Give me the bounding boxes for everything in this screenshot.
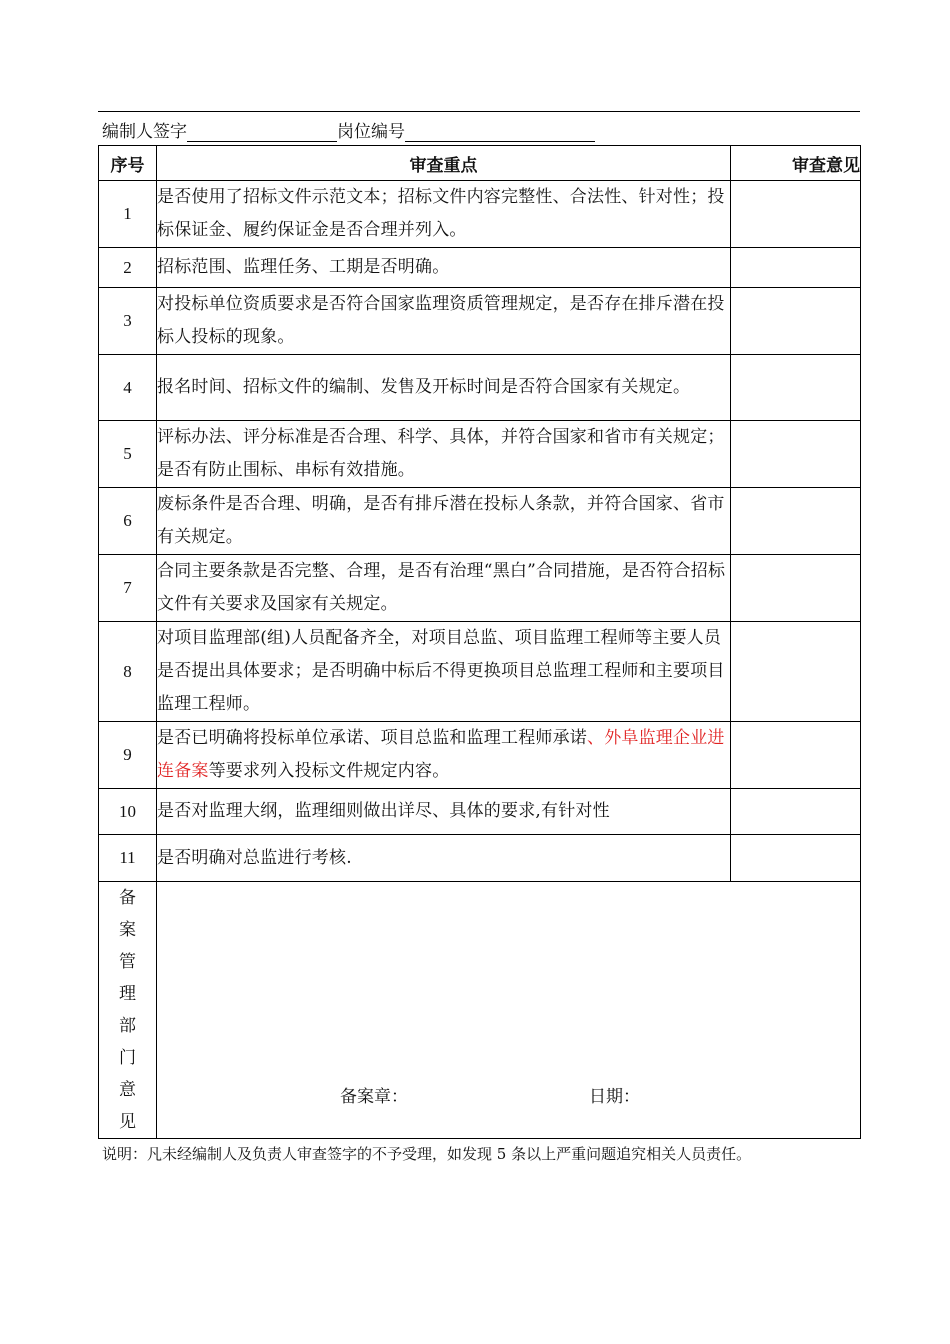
table-row <box>99 835 861 882</box>
filing-opinion-area[interactable] <box>157 882 861 1139</box>
opinion-cell[interactable] <box>731 181 861 248</box>
row-text: 对项目监理部(组)人员配备齐全，对项目总监、项目监理工程师等主要人员是否提出具体要求；是否明确中标后不得更换项目总监理工程师和主要项目监理工程师。 <box>157 622 731 722</box>
label-char: 备 <box>119 888 136 908</box>
column-header-opinion: 审查意见 <box>731 146 861 181</box>
signer-label: 编制人签字 <box>102 122 187 142</box>
table-row <box>99 722 861 789</box>
footnote: 说明：凡未经编制人及负责人审查签字的不予受理，如发现 5 条以上严重问题追究相关人员责任。 <box>102 1145 752 1163</box>
row-index: 7 <box>99 555 157 622</box>
row-index: 11 <box>99 835 157 882</box>
row-text: 合同主要条款是否完整、合理，是否有治理“黑白”合同措施，是否符合招标文件有关要求及国家有关规定。 <box>157 555 731 622</box>
row-index: 3 <box>99 288 157 355</box>
post-number-label: 岗位编号 <box>337 122 405 142</box>
label-char: 门 <box>119 1048 136 1068</box>
row-index: 1 <box>99 181 157 248</box>
review-table <box>98 145 861 1139</box>
row-index: 10 <box>99 789 157 835</box>
row-text: 是否明确对总监进行考核. <box>157 835 731 882</box>
opinion-cell[interactable] <box>731 421 861 488</box>
post-number-field[interactable] <box>405 121 595 142</box>
table-row <box>99 181 861 248</box>
opinion-cell[interactable] <box>731 622 861 722</box>
row-text <box>157 722 731 789</box>
table-row <box>99 355 861 421</box>
opinion-cell[interactable] <box>731 789 861 835</box>
row-index: 2 <box>99 248 157 288</box>
opinion-cell[interactable] <box>731 248 861 288</box>
row-text: 对投标单位资质要求是否符合国家监理资质管理规定，是否存在排斥潜在投标人投标的现象。 <box>157 288 731 355</box>
label-char: 案 <box>119 920 136 940</box>
column-header-index: 序号 <box>99 146 157 181</box>
row-index: 6 <box>99 488 157 555</box>
opinion-cell[interactable] <box>731 555 861 622</box>
highlighted-text: 、外阜监理企业进连备案 <box>157 728 725 781</box>
row-index: 8 <box>99 622 157 722</box>
row-text: 报名时间、招标文件的编制、发售及开标时间是否符合国家有关规定。 <box>157 355 731 421</box>
row-text-part: 是否已明确将投标单位承诺、项目总监和监理工程师承诺 <box>157 728 587 748</box>
row-index: 4 <box>99 355 157 421</box>
row-text: 是否对监理大纲，监理细则做出详尽、具体的要求,有针对性 <box>157 789 731 835</box>
table-row <box>99 789 861 835</box>
table-row <box>99 421 861 488</box>
opinion-cell[interactable] <box>731 288 861 355</box>
row-text: 招标范围、监理任务、工期是否明确。 <box>157 248 731 288</box>
table-row <box>99 555 861 622</box>
label-char: 理 <box>119 984 136 1004</box>
filing-date-label: 日期： <box>589 1087 640 1107</box>
row-text: 评标办法、评分标准是否合理、科学、具体，并符合国家和省市有关规定；是否有防止围标、串标有效措施。 <box>157 421 731 488</box>
table-row <box>99 488 861 555</box>
label-char: 管 <box>119 952 136 972</box>
filing-stamp-label: 备案章： <box>340 1087 408 1107</box>
column-header-item: 审查重点 <box>157 146 731 181</box>
opinion-cell[interactable] <box>731 355 861 421</box>
table-row <box>99 622 861 722</box>
label-char: 见 <box>119 1112 136 1132</box>
opinion-cell[interactable] <box>731 722 861 789</box>
signature-line <box>102 119 595 145</box>
row-index: 5 <box>99 421 157 488</box>
row-text: 是否使用了招标文件示范文本；招标文件内容完整性、合法性、针对性；投标保证金、履约保证金是否合理并列入。 <box>157 181 731 248</box>
row-text: 废标条件是否合理、明确，是否有排斥潜在投标人条款，并符合国家、省市有关规定。 <box>157 488 731 555</box>
row-text-part: 等要求列入投标文件规定内容。 <box>208 761 450 781</box>
row-index: 9 <box>99 722 157 789</box>
top-rule <box>98 111 860 112</box>
filing-department-label <box>99 882 157 1139</box>
opinion-cell[interactable] <box>731 835 861 882</box>
table-row <box>99 288 861 355</box>
label-char: 意 <box>119 1080 136 1100</box>
opinion-cell[interactable] <box>731 488 861 555</box>
label-char: 部 <box>119 1016 136 1036</box>
filing-row <box>99 882 861 1139</box>
table-header-row <box>99 146 861 181</box>
signer-field[interactable] <box>187 121 337 142</box>
table-row <box>99 248 861 288</box>
